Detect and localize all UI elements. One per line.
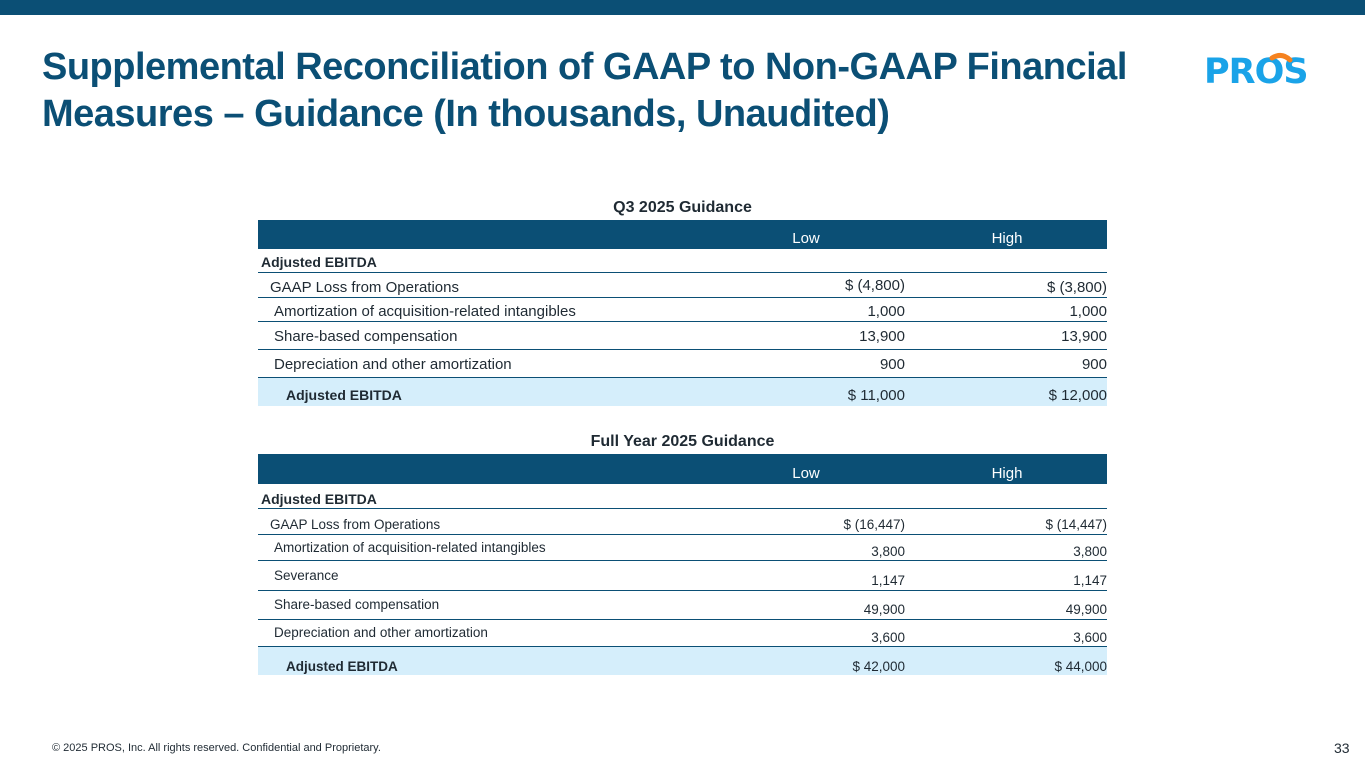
row-label: GAAP Loss from Operations — [270, 517, 441, 532]
row-label: Severance — [274, 568, 339, 583]
row-low: $ (4,800) — [844, 277, 905, 294]
row-label: Amortization of acquisition-related intangibles — [274, 540, 546, 555]
q3-col-high: High — [991, 230, 1023, 247]
total-low: $ 42,000 — [852, 659, 905, 674]
top-accent-bar — [0, 0, 1365, 15]
table-row — [258, 620, 1107, 647]
q3-section-row — [258, 249, 1107, 273]
fy-col-low: Low — [792, 465, 820, 482]
row-label: Depreciation and other amortization — [274, 356, 512, 373]
row-low: 1,147 — [871, 573, 905, 588]
row-low: 49,900 — [863, 602, 905, 617]
table-row — [258, 535, 1107, 561]
table-row — [258, 561, 1107, 591]
fy-col-high: High — [991, 465, 1023, 482]
total-high: $ 12,000 — [1048, 387, 1107, 404]
q3-table-title: Q3 2025 Guidance — [613, 199, 752, 216]
row-high: 13,900 — [1061, 328, 1107, 345]
row-high: 900 — [1081, 356, 1107, 373]
q3-col-low: Low — [792, 230, 820, 247]
footer-copyright: © 2025 PROS, Inc. All rights reserved. Confidential and Proprietary. — [52, 742, 381, 754]
total-label: Adjusted EBITDA — [286, 659, 398, 674]
row-low: 1,000 — [867, 303, 905, 320]
page-title-line-1: Supplemental Reconciliation of GAAP to Non-GAAP Financial — [42, 46, 1127, 88]
row-high: 3,600 — [1073, 630, 1107, 645]
row-label: Share-based compensation — [274, 328, 458, 345]
total-label: Adjusted EBITDA — [286, 387, 402, 403]
table-row — [258, 591, 1107, 620]
row-high: $ (14,447) — [1045, 517, 1107, 532]
total-high: $ 44,000 — [1054, 659, 1107, 674]
page-number: 33 — [1334, 740, 1350, 756]
row-high: 3,800 — [1073, 544, 1107, 559]
table-row — [258, 350, 1107, 378]
row-label: Depreciation and other amortization — [274, 625, 488, 640]
fy-section-label: Adjusted EBITDA — [261, 491, 377, 507]
row-label: GAAP Loss from Operations — [270, 279, 459, 296]
fy-total-row — [258, 647, 1107, 675]
pros-logo-text: PROS — [1204, 52, 1308, 88]
fy-guidance-table — [258, 432, 1107, 675]
fy-section-row — [258, 484, 1107, 509]
q3-section-label: Adjusted EBITDA — [261, 254, 377, 270]
page-title — [42, 44, 1162, 138]
table-row — [258, 509, 1107, 535]
total-low: $ 11,000 — [847, 387, 905, 404]
row-low: 900 — [879, 356, 905, 373]
row-high: 1,000 — [1069, 303, 1107, 320]
row-high: $ (3,800) — [1046, 279, 1107, 296]
table-row — [258, 273, 1107, 298]
row-low: 3,600 — [871, 630, 905, 645]
pros-logo — [1204, 52, 1316, 88]
q3-total-row — [258, 378, 1107, 406]
fy-table-title: Full Year 2025 Guidance — [590, 433, 775, 450]
row-low: 3,800 — [871, 544, 905, 559]
q3-table-header — [258, 220, 1107, 249]
row-low: $ (16,447) — [843, 517, 905, 532]
row-label: Share-based compensation — [274, 597, 440, 612]
table-row — [258, 322, 1107, 350]
page-title-line-2: Measures – Guidance (In thousands, Unaudited) — [42, 93, 890, 135]
q3-guidance-table — [258, 198, 1107, 406]
fy-table-header — [258, 454, 1107, 484]
row-high: 49,900 — [1065, 602, 1107, 617]
row-high: 1,147 — [1073, 573, 1107, 588]
row-low: 13,900 — [859, 328, 905, 345]
row-label: Amortization of acquisition-related intangibles — [274, 303, 576, 320]
table-row — [258, 298, 1107, 322]
